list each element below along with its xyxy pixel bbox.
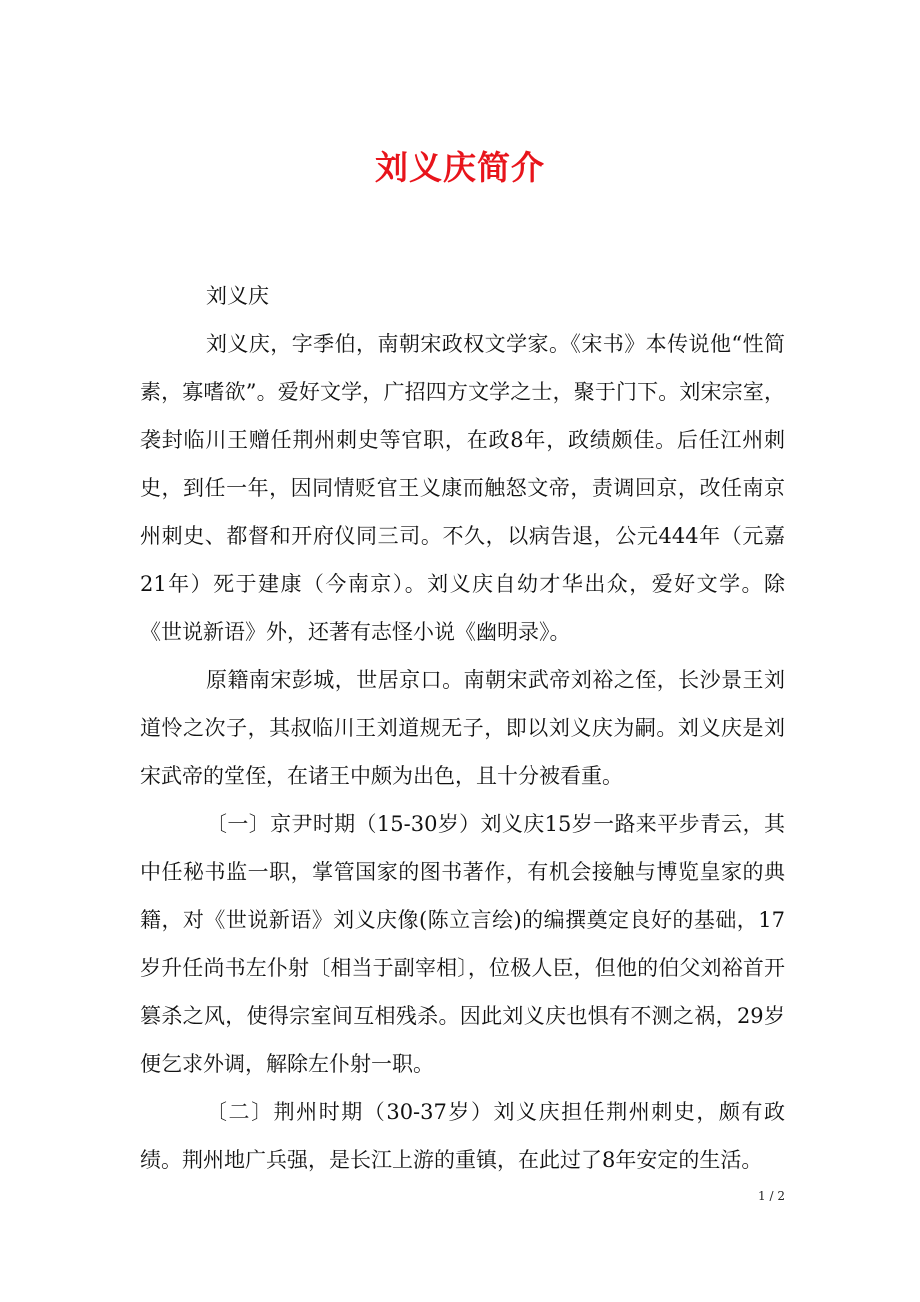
paragraph-biography: 刘义庆，字季伯，南朝宋政权文学家。《宋书》本传说他“性简素，寡嗜欲”。爱好文学，广招四方文学之士，聚于门下。刘宋宗室，袭封临川王赠任荆州刺史等官职，在政8年，政绩颇佳。后任江州刺史，到任一年，因同情贬官王义康而触怒文帝，责调回京，改任南京州刺史、都督和开府仪同三司。不久，以病告退，公元444年（元嘉21年）死于建康（今南京）。刘义庆自幼才华出众，爱好文学。除《世说新语》外，还著有志怪小说《幽明录》。 <box>140 332 785 644</box>
paragraph-origin: 原籍南宋彭城，世居京口。南朝宋武帝刘裕之侄，长沙景王刘道怜之次子，其叔临川王刘道规无子，即以刘义庆为嗣。刘义庆是刘宋武帝的堂侄，在诸王中颇为出色，且十分被看重。 <box>140 668 785 788</box>
paragraph-heading: 刘义庆 <box>206 284 269 308</box>
document-title: 刘义庆简介 <box>375 148 545 187</box>
document-body <box>140 272 785 1184</box>
page-number: 1 / 2 <box>758 1189 785 1203</box>
paragraph-period-two: 〔二〕荆州时期（30-37岁）刘义庆担任荆州刺史，颇有政绩。荆州地广兵强，是长江上游的重镇，在此过了8年安定的生活。 <box>140 1100 785 1172</box>
paragraph-period-one: 〔一〕京尹时期（15-30岁）刘义庆15岁一路来平步青云，其中任秘书监一职，掌管国家的图书著作，有机会接触与博览皇家的典籍，对《世说新语》刘义庆像(陈立言绘)的编撰奠定良好的基础，17岁升任尚书左仆射〔相当于副宰相〕，位极人臣，但他的伯父刘裕首开篡杀之风，使得宗室间互相残杀。因此刘义庆也惧有不测之祸，29岁便乞求外调，解除左仆射一职。 <box>140 812 785 1076</box>
